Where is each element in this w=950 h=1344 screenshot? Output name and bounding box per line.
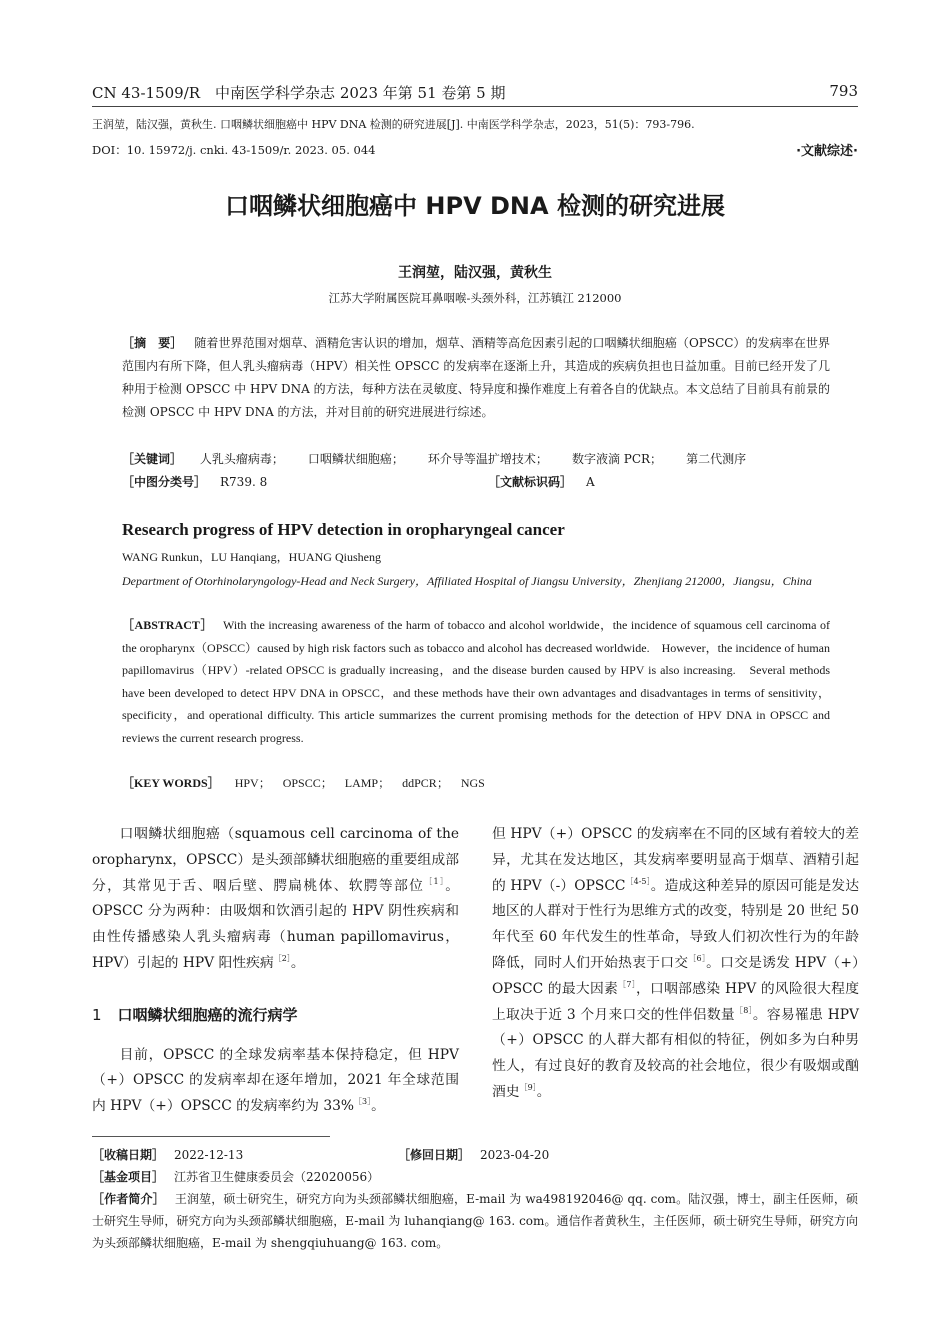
running-header [92, 82, 858, 103]
doi-line[interactable]: DOI：10. 15972/j. cnki. 43-1509/r. 2023. 05. 044 [92, 143, 376, 157]
reference-marker[interactable]: ［9］ [519, 1082, 537, 1092]
keyword-cn: 数字液滴 PCR [571, 452, 651, 466]
keyword-cn: 口咽鳞状细胞癌 [307, 452, 392, 466]
reference-marker[interactable]: ［3］ [354, 1097, 372, 1107]
clc-label: ［中图分类号］ [122, 475, 207, 489]
received-date: ［收稿日期］ 2022-12-13 [92, 1148, 244, 1162]
section-heading: 1 口咽鳞状细胞癌的流行病学 [92, 1005, 298, 1024]
abstract-cn-text: 随着世界范围对烟草、酒精危害认识的增加，烟草、酒精等高危因素引起的口咽鳞状细胞癌（OPSCC）的发病率在世界范围内有所下降，但人乳头瘤病毒（HPV）相关性 OPSCC 的发病率在逐渐上升，其造成的疾病负担也日益加重。目前已经开发了几种用于检测 OPSCC 中 HPV DNA 的方法，每种方法在灵敏度、特异度和操作难度上有着各自的优缺点。本文总结了目前具有前景的检测 OPSCC 中 HPV DNA 的方法，并对目前的研究进展进行综述。 [122, 336, 830, 419]
author-bio: ［作者简介］ 王润堃，硕士研究生，研究方向为头颈部鳞状细胞癌，E-mail 为 wa498192046@ qq. com。陆汉强，博士，副主任医师，硕士研究生导师，研究方向为头颈部鳞状细胞癌，E-mail 为 luhanqiang@ 163. com。通信作者黄秋生，主任医师，硕士研究生导师，研究方向为头颈部鳞状细胞癌，E-mail 为 shengqiuhuang@ 163. com。 [92, 1192, 858, 1250]
fund-project: ［基金项目］ 江苏省卫生健康委员会（22020056） [92, 1170, 380, 1184]
keyword-cn: 第二代测序 [686, 452, 747, 466]
page-number: 793 [829, 82, 858, 100]
english-abstract-text: With the increasing awareness of the harm of tobacco and alcohol worldwide，the incidence of squamous cell carcinoma of the oropharynx（OPSCC）caused by high risk factors such as tobacco and alcohol has decreased worldwide. However，the incidence of human papillomavirus（HPV）-related OPSCC is gradually increasing，and the disease burden caused by HPV is also increasing. Several methods have been developed to detect HPV DNA in OPSCC，and these methods have their own advantages and disadvantages in terms of sensitivity，specificity，and operational difficulty. This article summarizes the current promising methods for the detection of HPV DNA in OPSCC and reviews the current research progress. [122, 618, 830, 745]
abstract-cn-label: ［摘 要］ [122, 336, 183, 350]
english-keyword: ddPCR [402, 776, 437, 790]
continued-paragraph: 但 HPV（+）OPSCC 的发病率在不同的区域有着较大的差异，尤其在发达地区，其发病率要明显高于烟草、酒精引起的 $HPV(-)OPSCC^{[4-5]}$。造成这种差异的原因可能是发达地区的人群对于性行为思维方式的改变，特别是 20 世纪 50 年代至 60 年代发生的性革命，导致人们初次性行为的年龄降低，同时人们开始热衷于口交$^{[6]}$。口交是诱发 HPV（+）OPSCC 的最大因素$^{[7]}$，口咽部感染 HPV 的风险很大程度上取决于近 3 个月来口交的性伴侣数量$^{[8]}$。容易罹患 HPV（+）OPSCC 的人群大都有相似的特征，例如多为白种男性人，有过良好的教育及较高的社会地位，很少有吸烟或酗酒史$^{[9]}$。 [492, 826, 860, 1100]
english-affiliation: Department of Otorhinolaryngology-Head and Neck Surgery，Affiliated Hospital of Jiangsu University，Zhenjiang 212000，Jiangsu，China [122, 574, 812, 588]
article-title: 口咽鳞状细胞癌中 HPV DNA 检测的研究进展 [225, 192, 725, 220]
english-title: Research progress of HPV detection in oropharyngeal cancer [122, 520, 565, 539]
english-abstract-label: ［ABSTRACT］ [122, 618, 214, 632]
body-right-column [492, 822, 859, 1106]
affiliation-cn: 江苏大学附属医院耳鼻咽喉-头颈外科，江苏镇江 212000 [328, 291, 622, 305]
reference-marker[interactable]: ［2］ [273, 953, 291, 963]
doc-code-label: ［文献标识码］ [488, 475, 573, 489]
english-keyword: HPV [234, 776, 259, 790]
english-keywords: ［KEY WORDS］ HPV； OPSCC； LAMP； ddPCR； NGS [122, 776, 485, 790]
keyword-cn: 人乳头瘤病毒 [199, 452, 272, 466]
body-left-column [92, 822, 459, 1120]
doc-code [488, 473, 595, 490]
english-keywords-label: ［KEY WORDS］ [122, 776, 220, 790]
english-authors: WANG Runkun，LU Hanqiang，HUANG Qiusheng [122, 550, 381, 564]
english-abstract [122, 614, 830, 750]
citation-line: 王润堃，陆汉强，黄秋生. 口咽鳞状细胞癌中 HPV DNA 检测的研究进展[J]. 中南医学科学杂志，2023，51(5)：793-796. [92, 118, 695, 131]
footnote-rule [92, 1136, 330, 1137]
reference-marker[interactable]: ［4-5］ [625, 876, 651, 886]
english-keyword: LAMP [344, 776, 379, 790]
section-tag: ·文献综述· [796, 144, 858, 159]
revised-date: ［修回日期］ 2023-04-20 [398, 1148, 550, 1162]
epidemiology-paragraph: 目前，OPSCC 的全球发病率基本保持稳定，但 HPV（+）OPSCC 的发病率却在逐年增加，2021 年全球范围内 HPV（+）OPSCC 的发病率约为 33%$^{[3]}$。 [92, 1046, 459, 1115]
reference-marker[interactable]: ［7］ [618, 979, 636, 989]
keyword-cn: 环介导等温扩增技术 [427, 452, 536, 466]
header-rule [92, 106, 858, 107]
reference-marker[interactable]: ［8］ [734, 1005, 753, 1015]
clc-value: R739. 8 [220, 475, 268, 489]
abstract-cn [122, 332, 830, 424]
english-keyword: OPSCC [282, 776, 321, 790]
doc-code-value: A [586, 475, 595, 489]
authors-cn: 王润堃，陆汉强，黄秋生 [398, 265, 552, 281]
keywords-cn: ［关键词］ 人乳头瘤病毒； 口咽鳞状细胞癌； 环介导等温扩增技术； 数字液滴 PCR； 第二代测序 [122, 452, 747, 466]
reference-marker[interactable]: ［1］ [424, 876, 446, 886]
keywords-cn-label: ［关键词］ [122, 452, 183, 466]
classification-line [122, 473, 830, 490]
journal-line: CN 43-1509/R 中南医学科学杂志 2023 年第 51 卷第 5 期 [92, 84, 506, 102]
english-keyword: NGS [460, 776, 485, 790]
reference-marker[interactable]: ［6］ [688, 953, 707, 963]
intro-paragraph: 口咽鳞状细胞癌（squamous cell carcinoma of the oropharynx，OPSCC）是头颈部鳞状细胞癌的重要组成部分，其常见于舌、咽后壁、腭扁桃体、软腭等部位$^{[1]}$。OPSCC 分为两种：由吸烟和饮酒引起的 HPV 阴性疾病和由性传播感染人乳头瘤病毒（human papillomavirus，HPV）引起的 HPV 阳性疾病$^{[2]}$。 [92, 826, 459, 971]
